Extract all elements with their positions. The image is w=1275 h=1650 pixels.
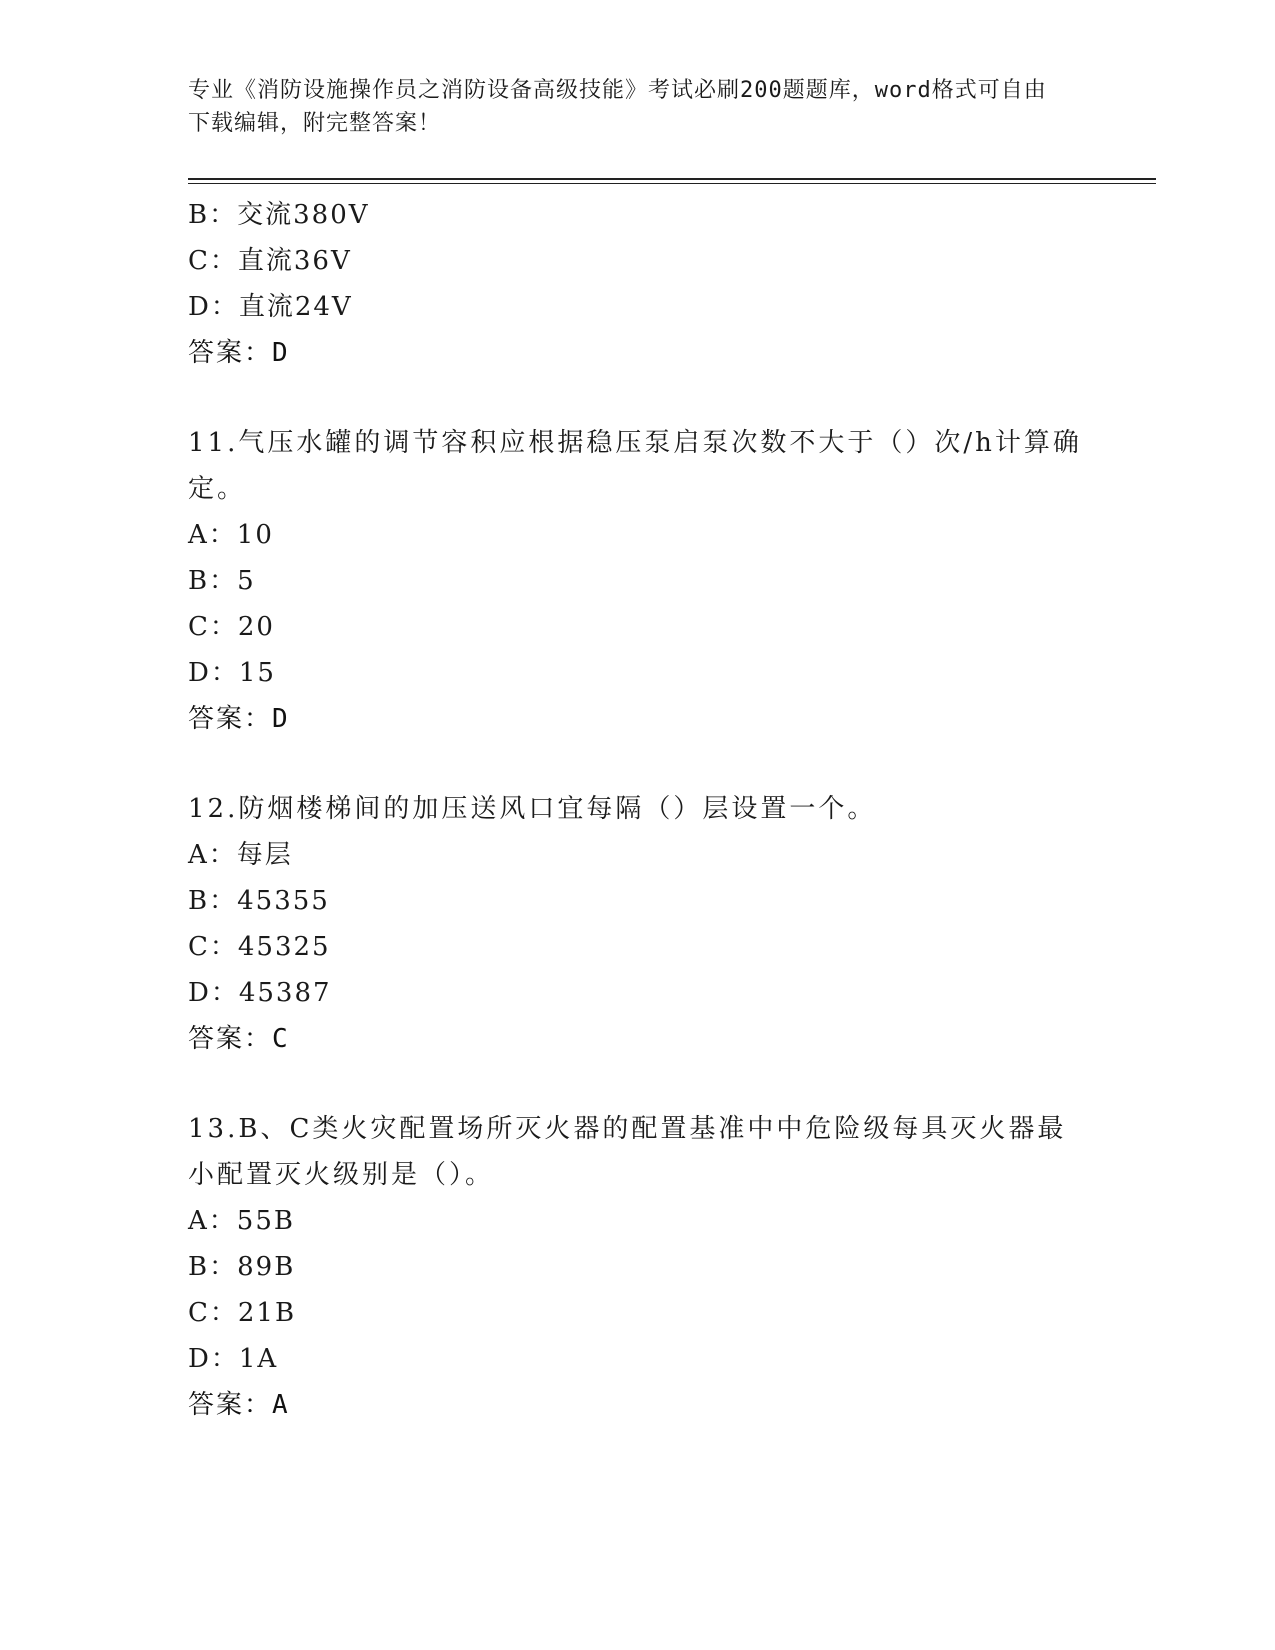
- option-d: D：15: [188, 658, 276, 688]
- answer-line: 答案：D: [188, 704, 290, 734]
- question-11: [188, 420, 1088, 742]
- question-13: [188, 1106, 1088, 1428]
- option-d: D：直流24V: [188, 292, 353, 322]
- option-c: C：直流36V: [188, 246, 352, 276]
- option-c: C：21B: [188, 1298, 297, 1328]
- question-stem: 13.B、C类火灾配置场所灭火器的配置基准中中危险级每具灭火器最小配置灭火级别是（）。: [188, 1114, 1067, 1190]
- answer-line: 答案：A: [188, 1390, 290, 1420]
- option-d: D：45387: [188, 978, 332, 1008]
- question-content: [188, 192, 1088, 1428]
- option-b: B：89B: [188, 1252, 296, 1282]
- spacer: [188, 376, 1088, 420]
- document-header-title: 专业《消防设施操作员之消防设备高级技能》考试必刷200题题库，word格式可自由下载编辑，附完整答案！: [188, 78, 1047, 136]
- spacer: [188, 742, 1088, 786]
- header-divider-thick: [188, 178, 1156, 180]
- option-d: D：1A: [188, 1344, 279, 1374]
- answer-line: 答案：D: [188, 338, 290, 368]
- question-12: [188, 786, 1088, 1062]
- spacer: [188, 1062, 1088, 1106]
- option-b: B：交流380V: [188, 200, 370, 230]
- option-a: A：每层: [188, 840, 293, 870]
- option-a: A：55B: [188, 1206, 295, 1236]
- question-stem: 11.气压水罐的调节容积应根据稳压泵启泵次数不大于（）次/h计算确定。: [188, 428, 1082, 504]
- answer-line: 答案：C: [188, 1024, 290, 1054]
- carryover-block: [188, 192, 1088, 376]
- option-c: C：45325: [188, 932, 331, 962]
- header-divider-thin: [188, 183, 1156, 184]
- option-c: C：20: [188, 612, 275, 642]
- question-stem: 12.防烟楼梯间的加压送风口宜每隔（）层设置一个。: [188, 794, 877, 824]
- option-a: A：10: [188, 520, 274, 550]
- option-b: B：45355: [188, 886, 330, 916]
- option-b: B：5: [188, 566, 256, 596]
